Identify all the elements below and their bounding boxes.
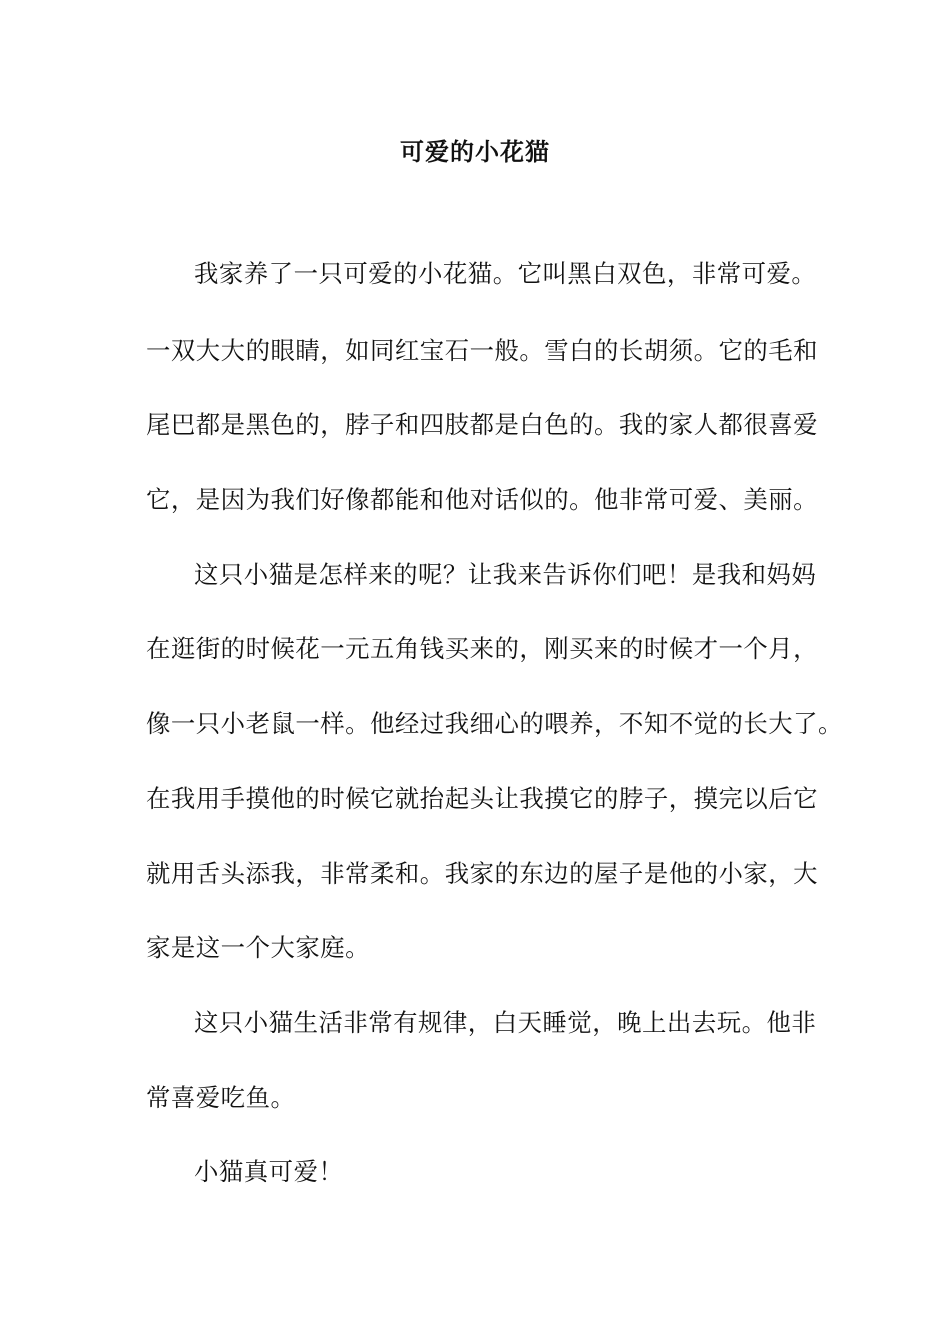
paragraph-3-line-2: 常喜爱吃鱼。 (146, 1083, 296, 1112)
paragraph-2-line-5: 就用舌头添我，非常柔和。我家的东边的屋子是他的小家，大 (146, 859, 819, 888)
paragraph-2-line-2: 在逛街的时候花一元五角钱买来的，刚买来的时候才一个月， (146, 634, 819, 663)
paragraph-2-line-1: 这只小猫是怎样来的呢？让我来告诉你们吧！是我和妈妈 (194, 560, 817, 589)
paragraph-1-line-4: 它，是因为我们好像都能和他对话似的。他非常可爱、美丽。 (146, 485, 819, 514)
paragraph-2-line-4: 在我用手摸他的时候它就抬起头让我摸它的脖子，摸完以后它 (146, 784, 819, 813)
paragraph-4-line-1: 小猫真可爱！ (194, 1157, 344, 1186)
paragraph-1-line-1: 我家养了一只可爱的小花猫。它叫黑白双色，非常可爱。 (194, 259, 817, 288)
paragraph-1-line-2: 一双大大的眼睛，如同红宝石一般。雪白的长胡须。它的毛和 (146, 336, 819, 365)
document-title: 可爱的小花猫 (400, 137, 550, 166)
paragraph-2-line-6: 家是这一个大家庭。 (146, 933, 371, 962)
paragraph-1-line-3: 尾巴都是黑色的，脖子和四肢都是白色的。我的家人都很喜爱 (146, 410, 819, 439)
paragraph-2-line-3: 像一只小老鼠一样。他经过我细心的喂养，不知不觉的长大了。 (146, 709, 843, 738)
paragraph-3-line-1: 这只小猫生活非常有规律，白天睡觉，晚上出去玩。他非 (194, 1008, 817, 1037)
